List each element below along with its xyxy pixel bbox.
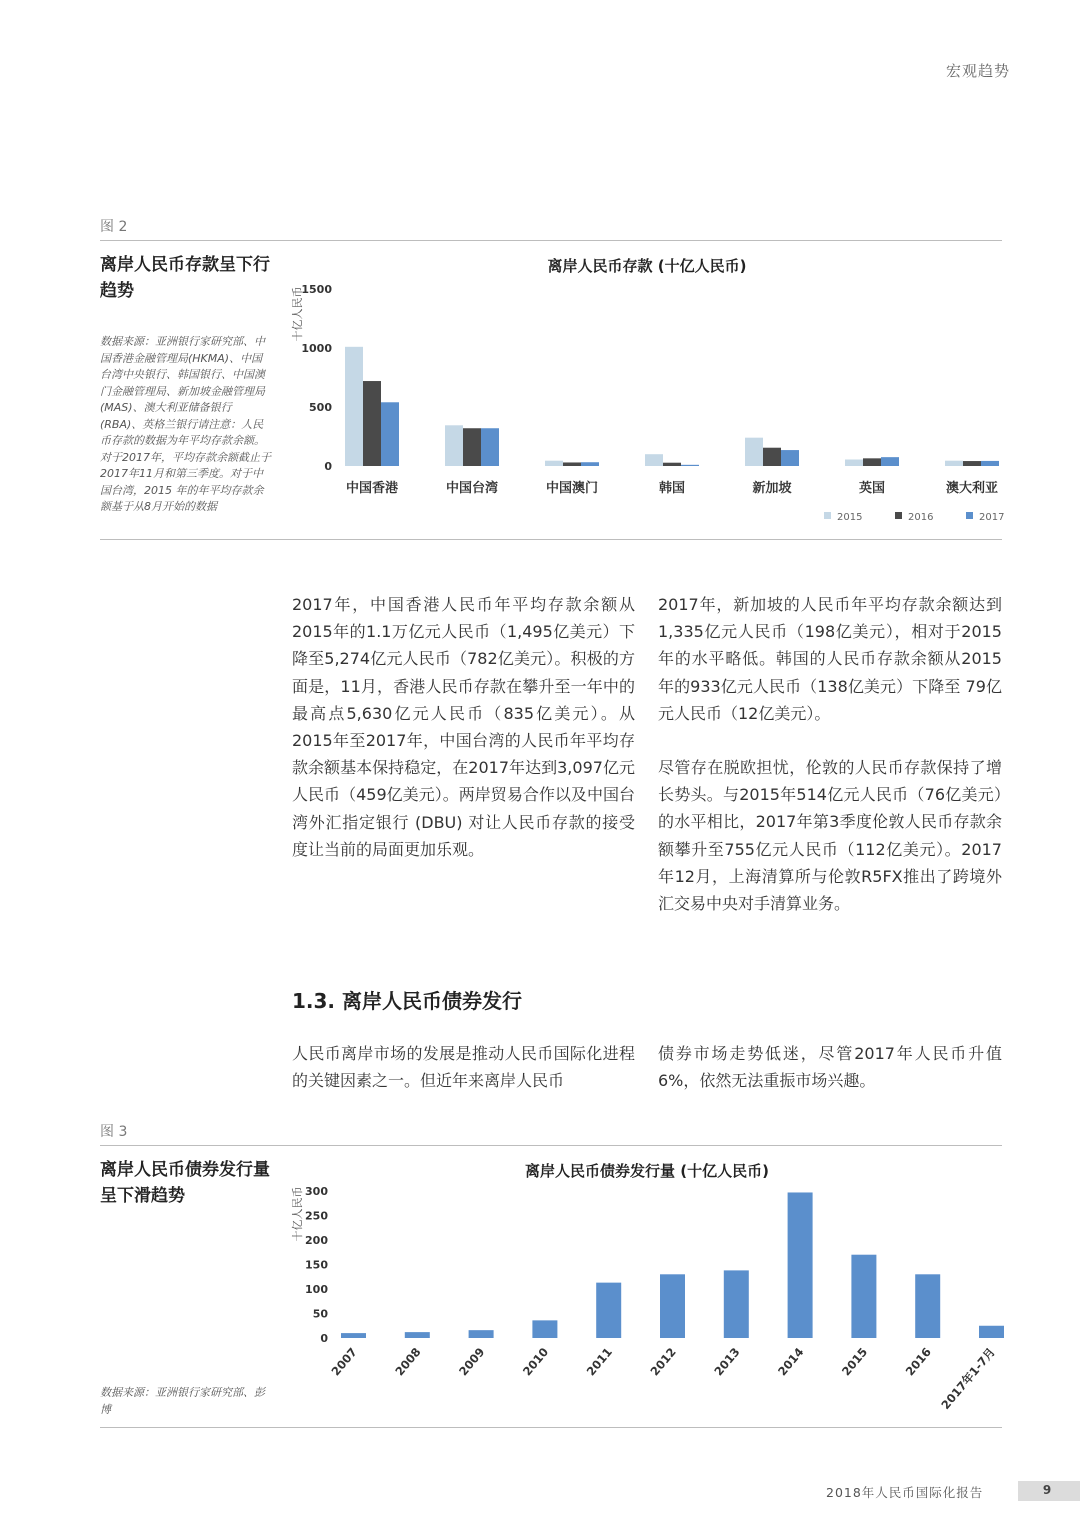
bar-2015 bbox=[645, 454, 663, 466]
figure-3-source: 数据来源：亚洲银行家研究部、彭博 bbox=[100, 1386, 265, 1416]
section-1-3-paragraph-left: 人民币离岸市场的发展是推动人民币国际化进程的关键因素之一。但近年来离岸人民币 bbox=[292, 1044, 635, 1091]
bar-2017 bbox=[381, 402, 399, 466]
x-category-label: 2009 bbox=[456, 1344, 488, 1379]
y-tick-label: 300 bbox=[305, 1185, 328, 1198]
y-tick-label: 500 bbox=[309, 401, 332, 414]
bar-2016 bbox=[863, 458, 881, 466]
bar-2009 bbox=[469, 1330, 494, 1338]
bar-2017 bbox=[881, 457, 899, 466]
x-category-label: 2012 bbox=[647, 1344, 679, 1379]
section-1-3-paragraph-right: 债券市场走势低迷，尽管2017年人民币升值6%，依然无法重振市场兴趣。 bbox=[658, 1044, 1002, 1091]
x-category-label: 韩国 bbox=[658, 481, 686, 496]
x-category-label: 2017年1-7月 bbox=[938, 1344, 998, 1412]
x-category-label: 2007 bbox=[328, 1344, 360, 1379]
y-tick-label: 150 bbox=[305, 1258, 328, 1272]
bar-2015 bbox=[845, 460, 863, 466]
y-tick-label: 0 bbox=[320, 1332, 328, 1345]
bar-2014 bbox=[788, 1192, 813, 1338]
x-category-label: 中国香港 bbox=[345, 481, 399, 496]
bar-2017 bbox=[581, 462, 599, 466]
figure-2-label: 图 2 bbox=[100, 219, 128, 235]
legend-swatch-2016 bbox=[895, 512, 902, 519]
bar-2016 bbox=[463, 428, 481, 466]
page-number: 9 bbox=[1042, 1483, 1052, 1497]
y-axis-label: 十亿人民币 bbox=[291, 1186, 304, 1242]
y-tick-label: 1500 bbox=[301, 283, 332, 296]
bar-2016 bbox=[763, 448, 781, 466]
bar-2017 bbox=[681, 465, 699, 466]
figure-3-label: 图 3 bbox=[100, 1124, 128, 1140]
section-1-3-left-column bbox=[292, 1040, 635, 1094]
page-number-box bbox=[1018, 1481, 1080, 1501]
y-tick-label: 200 bbox=[305, 1234, 328, 1247]
bar-2011 bbox=[596, 1283, 621, 1338]
bar-2016 bbox=[563, 462, 581, 466]
bar-2010 bbox=[532, 1320, 557, 1338]
bond-issuance-bar-chart bbox=[280, 1180, 1010, 1420]
bar-2015 bbox=[545, 461, 563, 466]
x-category-label: 中国澳门 bbox=[545, 481, 599, 496]
bar-2016 bbox=[663, 463, 681, 466]
bar-2015 bbox=[851, 1255, 876, 1338]
bar-2016 bbox=[915, 1274, 940, 1338]
bar-2015 bbox=[445, 425, 463, 466]
body-right-column bbox=[658, 591, 1002, 917]
bar-2012 bbox=[660, 1274, 685, 1338]
section-tag: 宏观趋势 bbox=[946, 62, 1011, 80]
bar-2015 bbox=[945, 461, 963, 466]
x-category-label: 2010 bbox=[519, 1344, 552, 1379]
figure-2-chart-title: 离岸人民币存款 (十亿人民币) bbox=[547, 257, 747, 275]
figure-3-bottom-rule bbox=[100, 1427, 1002, 1428]
bar-2015 bbox=[345, 347, 363, 466]
body-paragraph-singapore: 2017年，新加坡的人民币年平均存款余额达到1,335亿元人民币（198亿美元），相对于2015年的水平略低。韩国的人民币存款余额从2015年的933亿元人民币（138亿美元）下降至 79亿元人民币（12亿美元）。 bbox=[658, 595, 1002, 723]
footer-report-title: 2018年人民币国际化报告 bbox=[826, 1485, 984, 1500]
bar-2013 bbox=[724, 1270, 749, 1338]
x-category-label: 2016 bbox=[902, 1344, 934, 1379]
y-tick-label: 100 bbox=[305, 1283, 328, 1296]
body-paragraph-hong-kong: 2017年，中国香港人民币年平均存款余额从2015年的1.1万亿元人民币（1,495亿美元）下降至5,274亿元人民币（782亿美元）。积极的方面是，11月，香港人民币存款在攀升至一年中的最高点5,630亿元人民币（835亿美元）。从2015年至2017年，中国台湾的人民币年平均存款余额基本保持稳定，在2017年达到3,097亿元人民币（459亿美元）。两岸贸易合作以及中国台湾外汇指定银行 (DBU) 对让人民币存款的接受度让当前的局面更加乐观。 bbox=[292, 595, 635, 859]
bar-2015 bbox=[745, 438, 763, 466]
legend-label-2015: 2015 bbox=[837, 512, 863, 523]
figure-2-bottom-rule bbox=[100, 539, 1002, 540]
figure-2-top-rule bbox=[100, 240, 1002, 241]
y-tick-label: 0 bbox=[324, 460, 332, 473]
x-category-label: 新加坡 bbox=[752, 481, 792, 496]
deposits-bar-chart bbox=[280, 278, 1010, 528]
x-category-label: 2014 bbox=[775, 1344, 807, 1379]
bar-2017 bbox=[481, 428, 499, 466]
bar-2016 bbox=[363, 381, 381, 466]
bar-2007 bbox=[341, 1333, 366, 1338]
x-category-label: 2015 bbox=[838, 1344, 871, 1379]
legend-label-2016: 2016 bbox=[908, 512, 934, 523]
section-1-3-heading: 1.3. 离岸人民币债券发行 bbox=[292, 989, 522, 1013]
x-category-label: 中国台湾 bbox=[445, 481, 499, 496]
figure-2-title: 离岸人民币存款呈下行趋势 bbox=[100, 255, 270, 301]
figure-3-title: 离岸人民币债券发行量呈下滑趋势 bbox=[100, 1160, 270, 1206]
body-paragraph-london: 尽管存在脱欧担忧，伦敦的人民币存款保持了增长势头。与2015年514亿元人民币（76亿美元）的水平相比，2017年第3季度伦敦人民币存款余额攀升至755亿元人民币（112亿美元）。2017年12月，上海清算所与伦敦R5FX推出了跨境外汇交易中央对手清算业务。 bbox=[658, 758, 1002, 914]
y-tick-label: 1000 bbox=[301, 342, 332, 355]
body-left-column bbox=[292, 591, 635, 863]
y-tick-label: 50 bbox=[312, 1307, 328, 1321]
figure-3-chart-title: 离岸人民币债券发行量 (十亿人民币) bbox=[525, 1162, 769, 1180]
legend-label-2017: 2017 bbox=[979, 512, 1005, 523]
figure-2-source: 数据来源：亚洲银行家研究部、中国香港金融管理局(HKMA)、中国台湾中央银行、韩国银行、中国澳门金融管理局、新加坡金融管理局(MAS)、澳大利亚储备银行 (RBA)、英格兰银行请注意：人民币存款的数据为年平均存款余额。对于2017年，平均存款余额截止于2017年11月和第三季度。对于中国台湾，2015 年的年平均存款余额基于从8月开始的数据 bbox=[100, 335, 271, 513]
legend-swatch-2015 bbox=[824, 512, 831, 519]
bar-2017 bbox=[981, 461, 999, 466]
bar-2017年1-7月 bbox=[979, 1326, 1004, 1338]
y-axis-label: 十亿人民币 bbox=[291, 286, 304, 342]
bar-2008 bbox=[405, 1332, 430, 1338]
x-category-label: 2013 bbox=[711, 1344, 743, 1379]
figure-3-top-rule bbox=[100, 1145, 1002, 1146]
x-category-label: 英国 bbox=[858, 481, 886, 496]
legend-swatch-2017 bbox=[966, 512, 973, 519]
bar-2016 bbox=[963, 461, 981, 466]
x-category-label: 2011 bbox=[583, 1344, 615, 1379]
y-tick-label: 250 bbox=[305, 1209, 328, 1223]
x-category-label: 2008 bbox=[392, 1344, 424, 1379]
bar-2017 bbox=[781, 450, 799, 466]
x-category-label: 澳大利亚 bbox=[945, 481, 999, 496]
section-1-3-right-column bbox=[658, 1040, 1002, 1094]
